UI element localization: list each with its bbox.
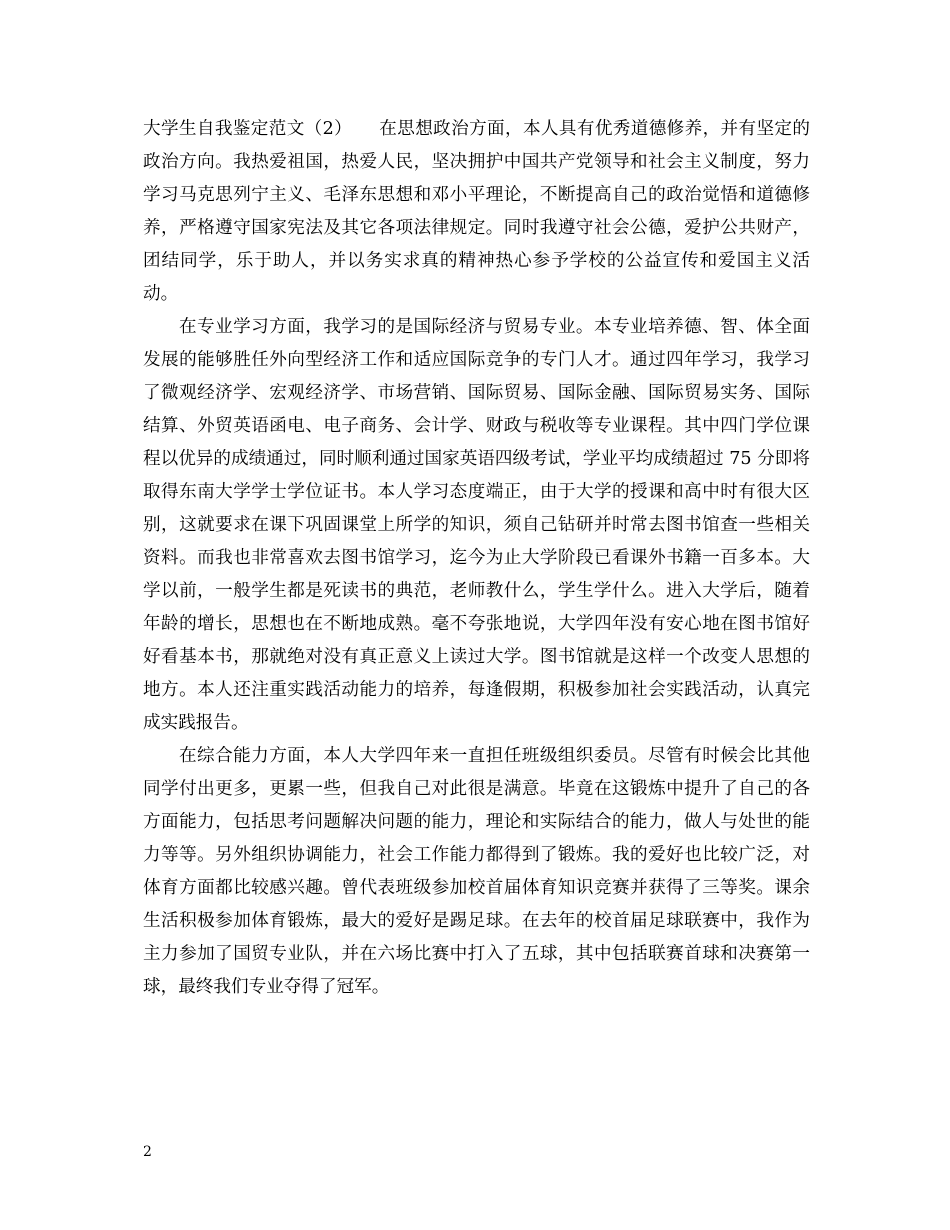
- paragraph-academic: 在专业学习方面，我学习的是国际经济与贸易专业。本专业培养德、智、体全面发展的能够胜任外向型经济工作和适应国际竞争的专门人才。通过四年学习，我学习了微观经济学、宏观经济学、市场营销、国际贸易、国际金融、国际贸易实务、国际结算、外贸英语函电、电子商务、会计学、财政与税收等专业课程。其中四门学位课程以优异的成绩通过，同时顺利通过国家英语四级考试，学业平均成绩超过 75 分即将取得东南大学学士学位证书。本人学习态度端正，由于大学的授课和高中时有很大区别，这就要求在课下巩固课堂上所学的知识，须自己钻研并时常去图书馆查一些相关资料。而我也非常喜欢去图书馆学习，迄今为止大学阶段已看课外书籍一百多本。大学以前，一般学生都是死读书的典范，老师教什么，学生学什么。进入大学后，随着年龄的增长，思想也在不断地成熟。毫不夸张地说，大学四年没有安心地在图书馆好好看基本书，那就绝对没有真正意义上读过大学。图书馆就是这样一个改变人思想的地方。本人还注重实践活动能力的培养，每逢假期，积极参加社会实践活动，认真完成实践报告。: [143, 317, 810, 733]
- paragraph-abilities: 在综合能力方面，本人大学四年来一直担任班级组织委员。尽管有时候会比其他同学付出更多，更累一些，但我自己对此很是满意。毕竟在这锻炼中提升了自己的各方面能力，包括思考问题解决问题的能力，理论和实际结合的能力，做人与处世的能力等等。另外组织协调能力，社会工作能力都得到了锻炼。我的爱好也比较广泛，对体育方面都比较感兴趣。曾代表班级参加校首届体育知识竞赛并获得了三等奖。课余生活积极参加体育锻炼，最大的爱好是踢足球。在去年的校首届足球联赛中，我作为主力参加了国贸专业队，并在六场比赛中打入了五球，其中包括联赛首球和决赛第一球，最终我们专业夺得了冠军。: [143, 746, 810, 997]
- page-number: 2: [143, 1144, 152, 1160]
- paragraph-political: 大学生自我鉴定范文（2） 在思想政治方面，本人具有优秀道德修养，并有坚定的政治方向。我热爱祖国，热爱人民，坚决拥护中国共产党领导和社会主义制度，努力学习马克思列宁主义、毛泽东思想和邓小平理论，不断提高自己的政治觉悟和道德修养，严格遵守国家宪法及其它各项法律规定。同时我遵守社会公德，爱护公共财产，团结同学，乐于助人，并以务实求真的精神热心参予学校的公益宣传和爱国主义活动。: [143, 119, 810, 304]
- document-body: [143, 113, 810, 1004]
